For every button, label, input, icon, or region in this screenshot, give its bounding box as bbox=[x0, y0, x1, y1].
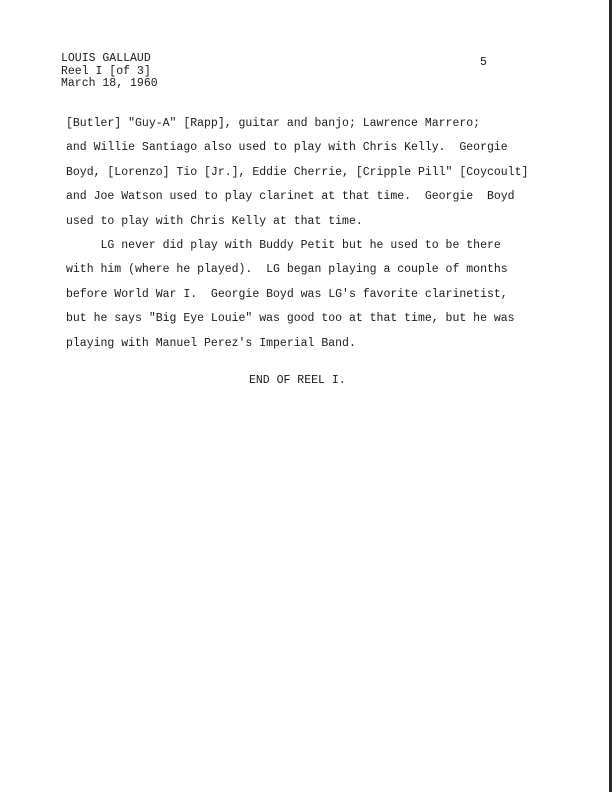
text-line: [Butler] "Guy-A" [Rapp], guitar and banjo; Lawrence Marrero; bbox=[66, 117, 481, 130]
reel-label: Reel I [of 3] bbox=[61, 64, 151, 78]
paragraph-2 bbox=[66, 234, 546, 356]
text-line: playing with Manuel Perez's Imperial Band. bbox=[66, 336, 356, 350]
transcript-body bbox=[66, 112, 546, 356]
text-line: before World War I. Georgie Boyd was LG's favorite clarinetist, bbox=[66, 287, 508, 301]
text-line: and Joe Watson used to play clarinet at that time. Georgie Boyd bbox=[66, 190, 515, 204]
page-number: 5 bbox=[480, 56, 487, 69]
text-line: but he says "Big Eye Louie" was good too at that time, but he was bbox=[66, 312, 515, 326]
text-line: Boyd, [Lorenzo] Tio [Jr.], Eddie Cherrie, [Cripple Pill" [Coycoult] bbox=[66, 165, 529, 179]
interviewee-name: LOUIS GALLAUD bbox=[61, 52, 151, 65]
text-line: with him (where he played). LG began playing a couple of months bbox=[66, 263, 508, 277]
text-line: LG never did play with Buddy Petit but he used to be there bbox=[66, 239, 501, 253]
transcript-header bbox=[61, 53, 158, 91]
end-of-reel-marker: END OF REEL I. bbox=[249, 374, 346, 387]
paragraph-1 bbox=[66, 112, 546, 234]
text-line: and Willie Santiago also used to play with Chris Kelly. Georgie bbox=[66, 141, 508, 155]
interview-date: March 18, 1960 bbox=[61, 77, 158, 90]
text-line: used to play with Chris Kelly at that time. bbox=[66, 214, 363, 228]
